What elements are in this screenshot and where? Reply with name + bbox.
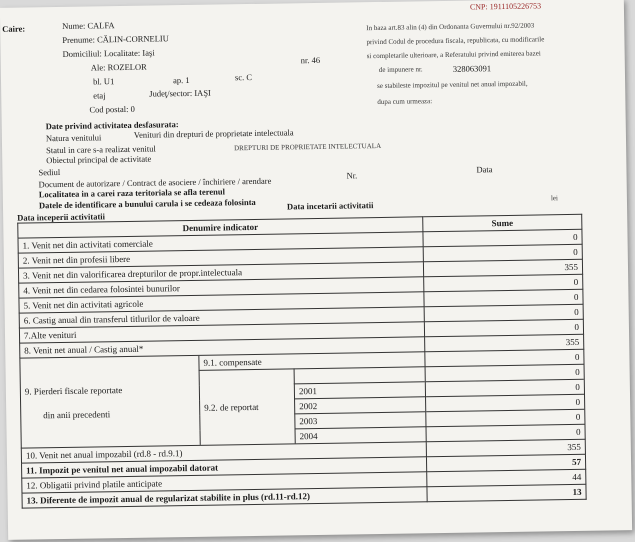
currency-label: lei	[550, 194, 558, 203]
row-value: 57	[426, 454, 585, 471]
row-label: 1. Venit net din activitati comerciale	[18, 232, 423, 253]
bloc: bl. U1	[92, 76, 115, 87]
indicators-table	[17, 214, 586, 509]
nume: Nume: CALFA	[62, 20, 115, 31]
row-value: 0	[423, 229, 582, 246]
row-label: 13. Diferente de impozit anual de regularizat stabilite in plus (rd.11-rd.12)	[22, 487, 427, 508]
compensate-label: 9.1. compensate	[199, 352, 425, 370]
row-value: 0	[424, 304, 583, 321]
row-label: 7.Alte venituri	[19, 322, 424, 343]
obiect-label: Obiectul principal de activitate	[46, 153, 152, 166]
row-value: 355	[423, 259, 582, 276]
statul-label: Statul in care s-a realizat venitul	[46, 143, 156, 156]
bunuri-label: Datele de identificare a bunului carula i se cedeaza folosinta	[38, 196, 256, 211]
losses-subtable	[20, 352, 425, 447]
row-label: 4. Venit net din cedarea folosintei bunurilor	[19, 277, 424, 298]
obiect-value: DREPTURI DE PROPRIETATE INTELECTUALA	[234, 141, 382, 153]
judet: Judeţ/sector: IAŞI	[149, 87, 211, 99]
header-denumire: Denumire indicator	[18, 217, 423, 238]
natura-label: Natura venitului	[45, 132, 102, 144]
year-2004-value: 0	[576, 426, 581, 437]
row-value: 355	[425, 334, 584, 351]
document-data: Data	[476, 164, 493, 175]
note-line-4: de impunere nr.	[378, 65, 423, 74]
year-2003: 2003	[295, 412, 426, 429]
losses-values-cell	[425, 349, 585, 441]
year-2004: 2004	[299, 430, 318, 442]
apartament: ap. 1	[172, 74, 190, 86]
numar: nr. 46	[300, 54, 321, 66]
losses-label-b: din anii precedenti	[43, 408, 111, 420]
scara: sc. C	[234, 71, 253, 83]
activity-title: Date privind activitatea desfasurata:	[45, 119, 179, 132]
row-value: 0	[424, 274, 583, 291]
data-inceperii-label: Data inceperii activitatii	[17, 211, 106, 223]
row-label: 11. Impozit pe venitul net anual impozabil datorat	[22, 457, 427, 478]
losses-values	[425, 350, 584, 441]
data-incetarii-label: Data incetarii activitatii	[286, 200, 374, 212]
localitatea-label: Localitatea in a carei raza teritoriala se afla terenul	[38, 186, 226, 200]
document-nr: Nr.	[346, 170, 358, 181]
row-label: 8. Venit net anual / Castig anual*	[20, 337, 425, 358]
note-line-3: si completarile ulterioare, a Referatului privind emiterea bazei	[366, 49, 541, 61]
row-value: 13	[427, 484, 586, 501]
row-label: 2. Venit net din profesii libere	[18, 247, 423, 268]
losses-label-a: 9. Pierderi fiscale reportate	[24, 384, 123, 397]
year-2001: 2001	[294, 382, 425, 399]
natura-value: Venituri din drepturi de proprietate intelectuala	[133, 127, 294, 140]
row-value: 44	[427, 469, 586, 486]
row-label: 10. Venit net anual impozabil (rd.8 - rd.9.1)	[21, 442, 426, 463]
note-line-1: In baza art.83 alin (4) din Ordonanta Guvernului nr.92/2003	[366, 21, 535, 33]
row-label: 6. Castig anual din transferul titlurilor de valoare	[19, 307, 424, 328]
reportat-value: 0	[426, 364, 584, 381]
strada: Ale: ROZELOR	[90, 61, 147, 73]
row-label: 3. Venit net din valorificarea drepturilor de propr.intelectuala	[18, 262, 423, 283]
document-label: Document de autorizare / Contract de asociere / închiriere / arendare	[38, 175, 272, 190]
domiciliu: Domiciliul: Localitate: Iaşi	[62, 47, 155, 59]
losses-label	[20, 356, 200, 448]
year-2002: 2002	[295, 397, 426, 414]
row-value: 355	[426, 439, 585, 456]
row-value: 0	[424, 289, 583, 306]
row-label: 5. Venit net din activitati agricole	[19, 292, 424, 313]
row-value: 0	[424, 319, 583, 336]
losses-cell	[20, 352, 426, 448]
year-2003-value: 0	[426, 409, 584, 426]
prenume: Prenume: CĂLIN-CORNELIU	[62, 33, 169, 45]
reportat-label: 9.2. de reportat	[199, 369, 295, 445]
row-label: 12. Obligatii privind platile anticipate	[22, 472, 427, 493]
compensate-value: 0	[425, 350, 583, 367]
note-line-5: se stabileste impozitul pe venitul net anual impozabil,	[377, 79, 528, 91]
header-sume: Sume	[423, 214, 582, 231]
note-line-6: dupa cum urmeaza:	[377, 97, 433, 107]
etaj: etaj	[93, 90, 106, 101]
note-line-2: privind Codul de procedura fiscala, republicata, cu modificarile	[366, 35, 545, 47]
table-row-losses	[20, 349, 585, 448]
cod-postal: Cod postal: 0	[89, 103, 135, 115]
section-label-cutoff: Caire:	[2, 23, 26, 34]
base-number: 328063091	[452, 63, 492, 74]
sediul-label: Sediul	[38, 167, 61, 178]
year-2002-value: 0	[426, 394, 584, 411]
row-value: 0	[423, 244, 582, 261]
cnp-number: CNP: 1911105226753	[469, 1, 542, 12]
year-2001-value: 0	[426, 379, 584, 396]
